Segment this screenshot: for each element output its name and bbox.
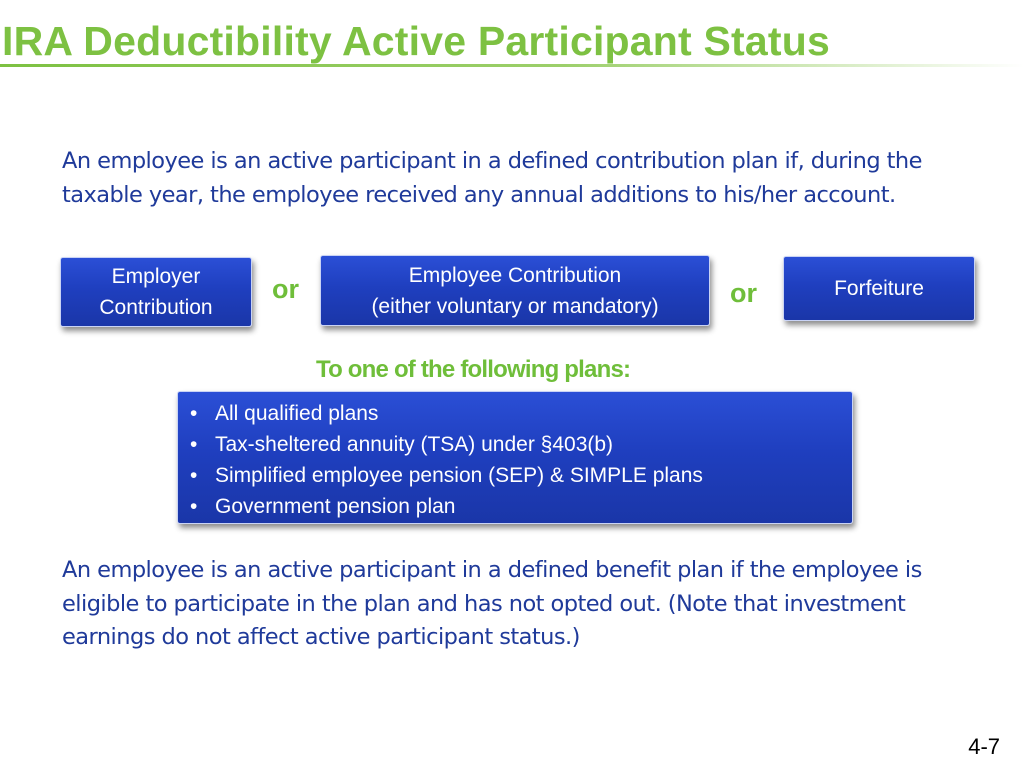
bullet-icon: •	[190, 495, 198, 518]
bullet-icon: •	[190, 402, 198, 425]
page-number: 4-7	[968, 734, 1000, 759]
employer-contribution-box	[60, 257, 252, 327]
slide-title: IRA Deductibility Active Participant Status	[2, 18, 830, 64]
plans-list	[178, 398, 852, 522]
plan-item-text: Tax-sheltered annuity (TSA) under §403(b)	[215, 433, 614, 456]
or-connector-1: or	[272, 274, 299, 304]
plan-item	[178, 429, 852, 460]
forfeiture-box	[783, 256, 975, 321]
plan-item-text: All qualified plans	[215, 402, 379, 425]
employee-contribution-box	[320, 255, 710, 326]
plan-item	[178, 491, 852, 522]
intro-paragraph: An employee is an active participant in a defined contribution plan if, during the taxable year, the employee received any annual additions to his/her account.	[62, 148, 922, 208]
plan-item	[178, 460, 852, 491]
employer-contribution-line-2: Contribution	[99, 296, 213, 319]
plan-item-text: Government pension plan	[215, 495, 456, 518]
or-connector-2: or	[730, 278, 757, 308]
employer-contribution-line-1: Employer	[111, 265, 201, 288]
closing-paragraph: An employee is an active participant in a defined benefit plan if the employee is eligible to participate in the plan and has not opted out. (Note that investment earnings do not affect active participant status.)	[62, 557, 922, 650]
plan-item-text: Simplified employee pension (SEP) & SIMPLE plans	[215, 464, 703, 487]
plan-item	[178, 398, 852, 429]
employee-contribution-line-2: (either voluntary or mandatory)	[371, 294, 659, 318]
plans-heading: To one of the following plans:	[316, 356, 631, 383]
employee-contribution-line-1: Employee Contribution	[408, 263, 622, 287]
forfeiture-label: Forfeiture	[834, 277, 924, 300]
bullet-icon: •	[190, 464, 198, 487]
bullet-icon: •	[190, 433, 198, 456]
plans-list-box	[177, 391, 853, 524]
title-underline	[0, 64, 1024, 67]
